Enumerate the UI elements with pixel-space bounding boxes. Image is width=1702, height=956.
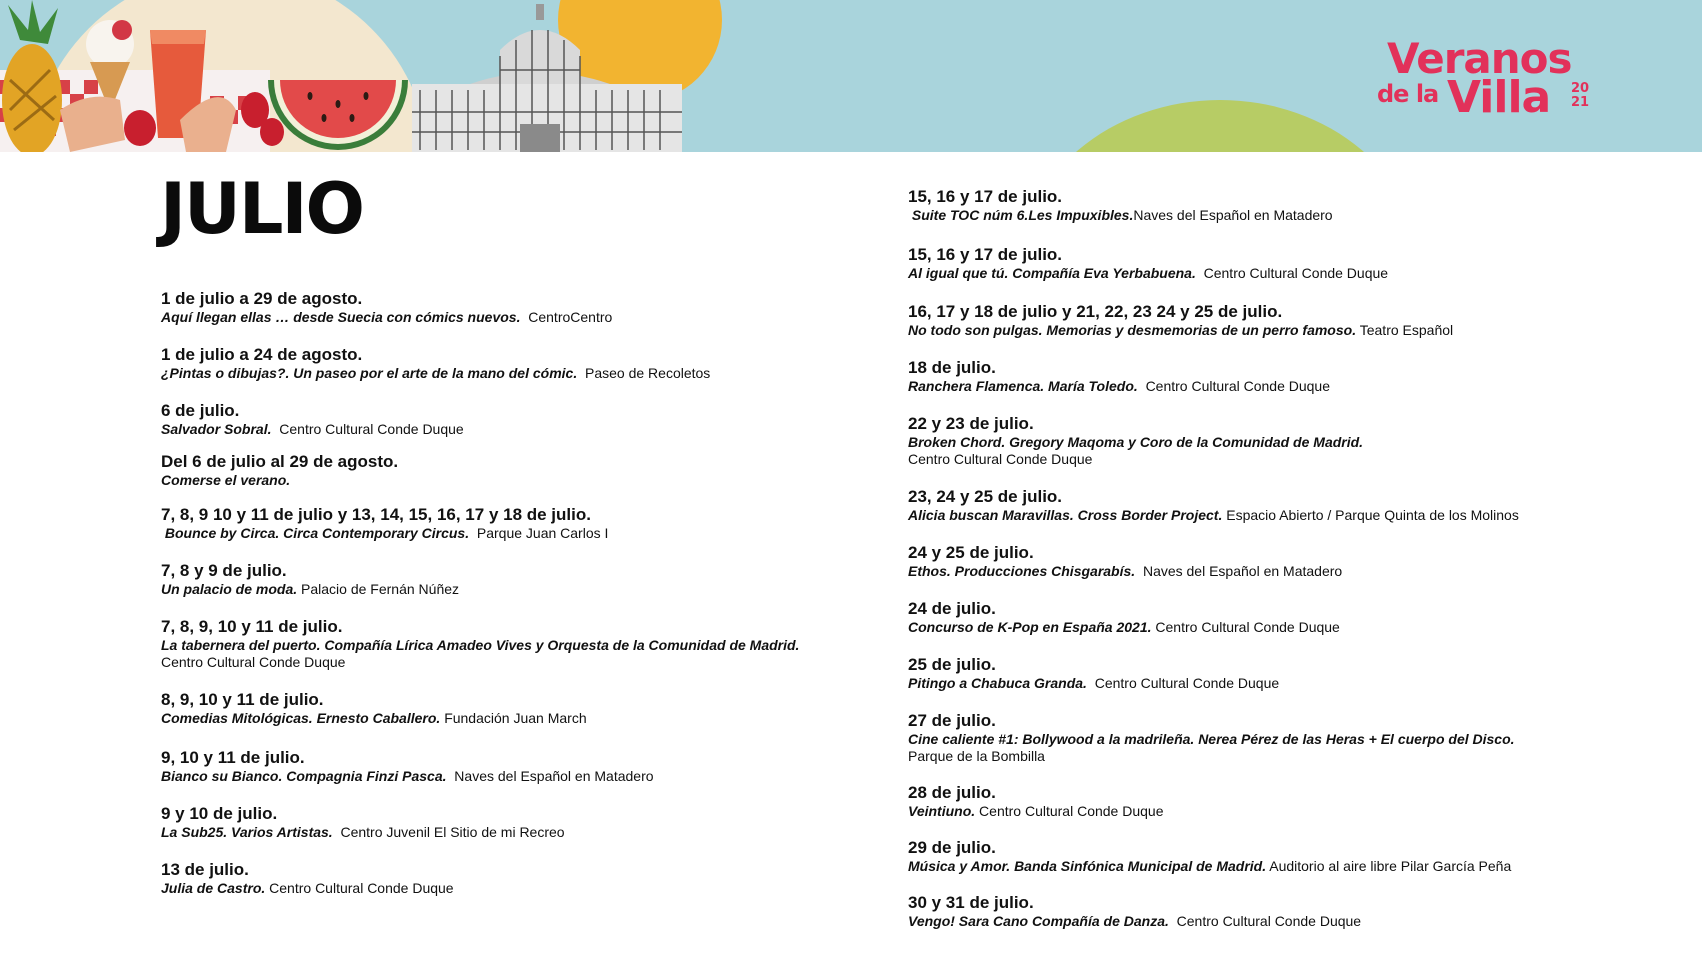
event-venue: Naves del Español en Matadero [1142, 563, 1343, 579]
event-description [161, 472, 398, 489]
event-venue: Fundación Juan March [444, 710, 587, 726]
logo-word-de-la: de la [1377, 80, 1439, 108]
event-date: 15, 16 y 17 de julio. [908, 187, 1063, 206]
event-entry [161, 804, 565, 841]
event-venue: Centro Cultural Conde Duque [269, 880, 454, 896]
event-entry [908, 487, 1519, 524]
event-venue: Centro Cultural Conde Duque [1155, 619, 1340, 635]
event-venue: Centro Cultural Conde Duque [161, 654, 346, 670]
event-entry [908, 893, 1361, 930]
month-title: JULIO [160, 168, 364, 250]
event-description [161, 824, 565, 841]
event-date: 6 de julio. [161, 401, 240, 420]
event-description [908, 563, 1342, 580]
event-date: 30 y 31 de julio. [908, 893, 1034, 912]
event-date: 23, 24 y 25 de julio. [908, 487, 1063, 506]
event-date: 29 de julio. [908, 838, 996, 857]
event-description [161, 581, 459, 598]
event-venue: Teatro Español [1359, 322, 1454, 338]
event-entry [908, 302, 1453, 339]
veranos-de-la-villa-logo [1377, 36, 1607, 126]
event-entry [161, 561, 459, 598]
event-entry [908, 358, 1330, 395]
event-entry [161, 690, 587, 727]
event-date: 1 de julio a 24 de agosto. [161, 345, 363, 364]
event-title: Veintiuno. [908, 803, 976, 819]
event-venue: CentroCentro [528, 309, 613, 325]
event-date: 24 de julio. [908, 599, 996, 618]
event-date: 1 de julio a 29 de agosto. [161, 289, 363, 308]
event-title: Comerse el verano. [161, 472, 291, 488]
event-date: 8, 9, 10 y 11 de julio. [161, 690, 324, 709]
event-title: Un palacio de moda. [161, 581, 298, 597]
logo-year-bottom: 21 [1571, 95, 1590, 110]
event-entry [908, 414, 1363, 468]
event-description [908, 675, 1279, 692]
event-title: Aquí llegan ellas … desde Suecia con cómics nuevos. [161, 309, 521, 325]
event-title: La tabernera del puerto. Compañía Lírica Amadeo Vives y Orquesta de la Comunidad de Madrid. [161, 637, 800, 653]
event-title: Ranchera Flamenca. María Toledo. [908, 378, 1138, 394]
event-date: 18 de julio. [908, 358, 996, 377]
event-title: Concurso de K-Pop en España 2021. [908, 619, 1152, 635]
event-date: 25 de julio. [908, 655, 996, 674]
event-title: Música y Amor. Banda Sinfónica Municipal de Madrid. [908, 858, 1267, 874]
event-venue: Palacio de Fernán Núñez [301, 581, 460, 597]
event-title: No todo son pulgas. Memorias y desmemorias de un perro famoso. [908, 322, 1357, 338]
event-title: Julia de Castro. [161, 880, 266, 896]
event-venue: Centro Cultural Conde Duque [979, 803, 1164, 819]
header-banner [0, 0, 1702, 152]
event-venue: Paseo de Recoletos [585, 365, 711, 381]
pineapple-illustration [2, 0, 62, 152]
event-description [908, 207, 1333, 224]
event-date: 16, 17 y 18 de julio y 21, 22, 23 24 y 25 de julio. [908, 302, 1283, 321]
event-description [908, 803, 1164, 820]
logo-year-top: 20 [1571, 81, 1590, 96]
event-description [161, 710, 587, 727]
event-entry [161, 345, 710, 382]
event-venue: Centro Cultural Conde Duque [1176, 913, 1362, 929]
event-venue: Centro Juvenil El Sitio de mi Recreo [340, 824, 565, 840]
event-venue: Centro Cultural Conde Duque [279, 421, 464, 437]
event-entry [908, 599, 1340, 636]
event-date: 7, 8, 9 10 y 11 de julio y 13, 14, 15, 16, 17 y 18 de julio. [161, 505, 591, 524]
event-title: Al igual que tú. Compañía Eva Yerbabuena. [908, 265, 1196, 281]
event-description [908, 265, 1388, 282]
event-entry [161, 860, 454, 897]
event-title: Suite TOC núm 6.Les Impuxibles. [911, 207, 1134, 223]
event-venue: Parque Juan Carlos I [476, 525, 609, 541]
event-entry [161, 617, 799, 671]
event-date: 24 y 25 de julio. [908, 543, 1034, 562]
event-venue: Naves del Español en Matadero [1133, 207, 1333, 223]
event-description [161, 637, 799, 671]
event-entry [908, 543, 1342, 580]
event-entry [908, 187, 1333, 224]
event-title: Comedias Mitológicas. Ernesto Caballero. [161, 710, 441, 726]
event-title: Ethos. Producciones Chisgarabís. [908, 563, 1136, 579]
event-description [908, 434, 1363, 468]
event-title: Alicia buscan Maravillas. Cross Border Project. [908, 507, 1223, 523]
event-date: 9, 10 y 11 de julio. [161, 748, 305, 767]
event-date: 7, 8 y 9 de julio. [161, 561, 287, 580]
event-venue: Centro Cultural Conde Duque [1145, 378, 1331, 394]
logo-word-veranos: Veranos [1387, 34, 1572, 83]
event-title: Bianco su Bianco. Compagnia Finzi Pasca. [161, 768, 447, 784]
event-entry [908, 655, 1279, 692]
event-description [161, 880, 454, 897]
event-date: 27 de julio. [908, 711, 996, 730]
event-title: Cine caliente #1: Bollywood a la madrileña. Nerea Pérez de las Heras + El cuerpo del Disco. [908, 731, 1515, 747]
event-description [908, 322, 1453, 339]
event-description [161, 768, 654, 785]
left-event-column [161, 289, 921, 909]
event-entry [161, 401, 464, 438]
event-description [161, 421, 464, 438]
event-date: 28 de julio. [908, 783, 996, 802]
event-description [161, 365, 710, 382]
event-entry [908, 838, 1511, 875]
event-venue: Parque de la Bombilla [908, 748, 1045, 764]
event-entry [161, 452, 398, 489]
event-description [161, 309, 612, 326]
event-description [161, 525, 608, 542]
event-date: 9 y 10 de julio. [161, 804, 278, 823]
logo-year [1571, 82, 1589, 110]
event-entry [908, 245, 1388, 282]
event-description [908, 913, 1361, 930]
event-date: 15, 16 y 17 de julio. [908, 245, 1063, 264]
event-date: 7, 8, 9, 10 y 11 de julio. [161, 617, 343, 636]
event-entry [161, 748, 654, 785]
event-title: La Sub25. Varios Artistas. [161, 824, 333, 840]
event-entry [908, 783, 1164, 820]
event-venue: Centro Cultural Conde Duque [1203, 265, 1389, 281]
event-description [908, 619, 1340, 636]
event-entry [908, 711, 1515, 765]
event-venue: Auditorio al aire libre Pilar García Peña [1269, 858, 1512, 874]
event-title: Bounce by Circa. Circa Contemporary Circus. [164, 525, 470, 541]
event-description [908, 378, 1330, 395]
event-description [908, 731, 1515, 765]
event-description [908, 858, 1511, 875]
event-entry [161, 289, 612, 326]
event-entry [161, 505, 608, 542]
event-venue: Naves del Español en Matadero [454, 768, 654, 784]
event-venue: Espacio Abierto / Parque Quinta de los Molinos [1226, 507, 1519, 523]
event-title: Pitingo a Chabuca Granda. [908, 675, 1087, 691]
right-event-column [908, 187, 1668, 937]
event-description [908, 507, 1519, 524]
event-date: 22 y 23 de julio. [908, 414, 1034, 433]
event-date: 13 de julio. [161, 860, 249, 879]
event-date: Del 6 de julio al 29 de agosto. [161, 452, 399, 471]
event-venue: Centro Cultural Conde Duque [908, 451, 1093, 467]
green-hill-shape [1020, 100, 1420, 152]
logo-word-villa: Villa [1447, 72, 1551, 123]
event-title: Broken Chord. Gregory Maqoma y Coro de la Comunidad de Madrid. [908, 434, 1364, 450]
event-title: Vengo! Sara Cano Compañía de Danza. [908, 913, 1169, 929]
event-venue: Centro Cultural Conde Duque [1094, 675, 1280, 691]
event-title: Salvador Sobral. [161, 421, 272, 437]
event-title: ¿Pintas o dibujas?. Un paseo por el arte de la mano del cómic. [161, 365, 578, 381]
